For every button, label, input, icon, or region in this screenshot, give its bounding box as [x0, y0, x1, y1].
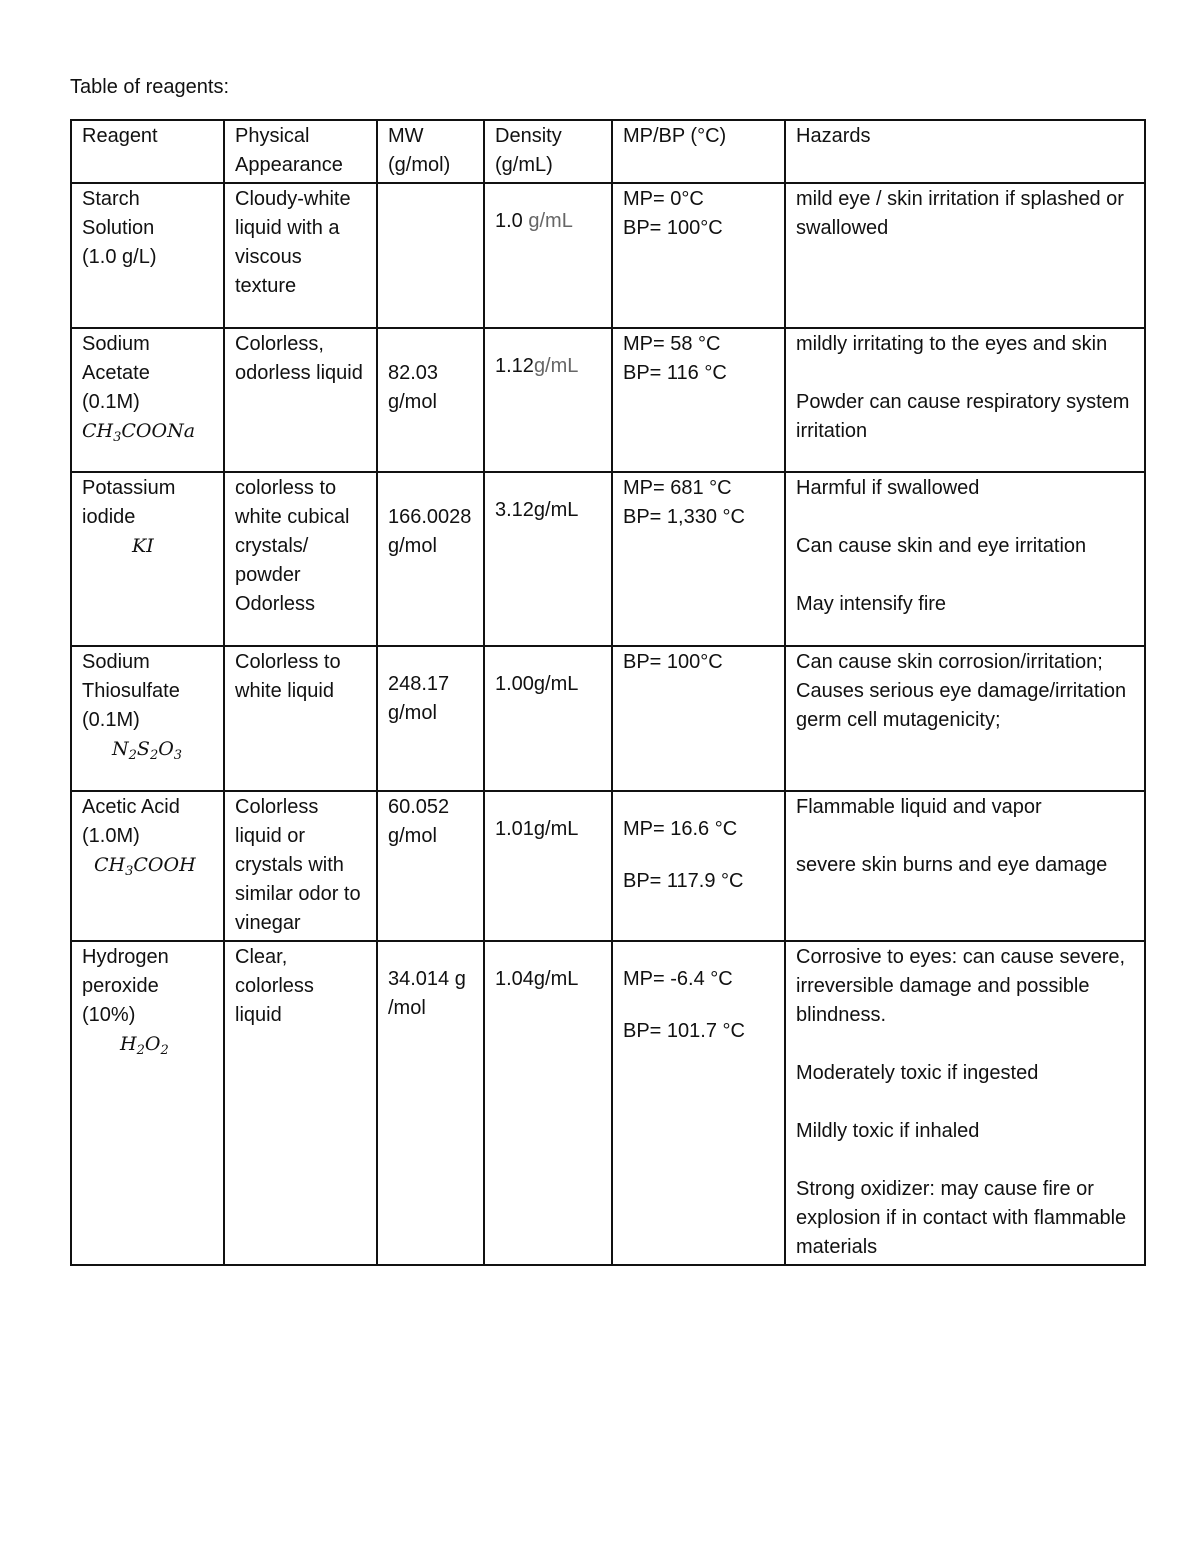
chemical-formula: KI	[132, 535, 154, 557]
chemical-formula: $N_2S_2O_3$	[112, 738, 183, 763]
density-cell: 1.0 g/mL	[484, 183, 612, 328]
mw-cell: 34.014 g /mol	[377, 941, 484, 1265]
appearance-cell: Colorless liquid or crystals with similar odor to vinegar	[224, 791, 377, 941]
hazards-cell: mild eye / skin irritation if splashed or swallowed	[785, 183, 1145, 328]
mw-cell: 166.0028 g/mol	[377, 472, 484, 646]
appearance-cell: Clear, colorless liquid	[224, 941, 377, 1265]
hazards-cell: Flammable liquid and vapor severe skin burns and eye damage	[785, 791, 1145, 941]
table-row	[71, 941, 1145, 1265]
mw-cell	[377, 183, 484, 328]
appearance-cell: Cloudy-white liquid with a viscous texture	[224, 183, 377, 328]
appearance-cell: colorless to white cubical crystals/ powder Odorless	[224, 472, 377, 646]
header-mpbp: MP/BP (°C)	[612, 120, 785, 183]
chemical-formula: $H_2O_2$	[120, 1033, 169, 1058]
chemical-formula: $CH_3COOH$	[94, 854, 196, 879]
mw-cell: 82.03 g/mol	[377, 328, 484, 472]
mpbp-cell: BP= 100°C	[612, 646, 785, 791]
header-mw: MW (g/mol)	[377, 120, 484, 183]
density-cell: 1.12g/mL	[484, 328, 612, 472]
table-row	[71, 183, 1145, 328]
table-row	[71, 328, 1145, 472]
table-row	[71, 791, 1145, 941]
hazards-cell: Can cause skin corrosion/irritation; Causes serious eye damage/irritation germ cell mutagenicity;	[785, 646, 1145, 791]
appearance-cell: Colorless, odorless liquid	[224, 328, 377, 472]
mpbp-cell: MP= 681 °C BP= 1,330 °C	[612, 472, 785, 646]
reagent-cell: Acetic Acid (1.0M) $CH_3COOH$	[71, 791, 224, 941]
density-cell: 1.00g/mL	[484, 646, 612, 791]
table-row	[71, 646, 1145, 791]
reagent-cell: Hydrogen peroxide (10%) $H_2O_2$	[71, 941, 224, 1265]
hazards-cell: Harmful if swallowed Can cause skin and eye irritation May intensify fire	[785, 472, 1145, 646]
header-hazards: Hazards	[785, 120, 1145, 183]
mpbp-cell: MP= -6.4 °C BP= 101.7 °C	[612, 941, 785, 1265]
mw-cell: 248.17 g/mol	[377, 646, 484, 791]
mpbp-cell: MP= 0°C BP= 100°C	[612, 183, 785, 328]
header-reagent: Reagent	[71, 120, 224, 183]
header-row	[71, 120, 1145, 183]
header-appearance: Physical Appearance	[224, 120, 377, 183]
hazards-cell: Corrosive to eyes: can cause severe, irreversible damage and possible blindness. Moderately toxic if ingested Mildly toxic if inhaled Strong oxidizer: may cause fire or explosion if in contact with flammable materials	[785, 941, 1145, 1265]
density-cell: 1.04g/mL	[484, 941, 612, 1265]
reagent-cell: Potassium iodide KI	[71, 472, 224, 646]
reagents-table	[70, 119, 1146, 1266]
mpbp-cell: MP= 58 °C BP= 116 °C	[612, 328, 785, 472]
chemical-formula: $CH_3COONa$	[82, 420, 196, 445]
mpbp-cell: MP= 16.6 °C BP= 117.9 °C	[612, 791, 785, 941]
density-cell: 3.12g/mL	[484, 472, 612, 646]
table-row	[71, 472, 1145, 646]
reagent-cell: Starch Solution (1.0 g/L)	[71, 183, 224, 328]
appearance-cell: Colorless to white liquid	[224, 646, 377, 791]
header-density: Density (g/mL)	[484, 120, 612, 183]
reagent-cell: Sodium Thiosulfate (0.1M) $N_2S_2O_3$	[71, 646, 224, 791]
hazards-cell: mildly irritating to the eyes and skin Powder can cause respiratory system irritation	[785, 328, 1145, 472]
mw-cell: 60.052 g/mol	[377, 791, 484, 941]
table-caption: Table of reagents:	[70, 76, 229, 98]
reagent-cell: Sodium Acetate (0.1M) $CH_3COONa$	[71, 328, 224, 472]
density-cell: 1.01g/mL	[484, 791, 612, 941]
